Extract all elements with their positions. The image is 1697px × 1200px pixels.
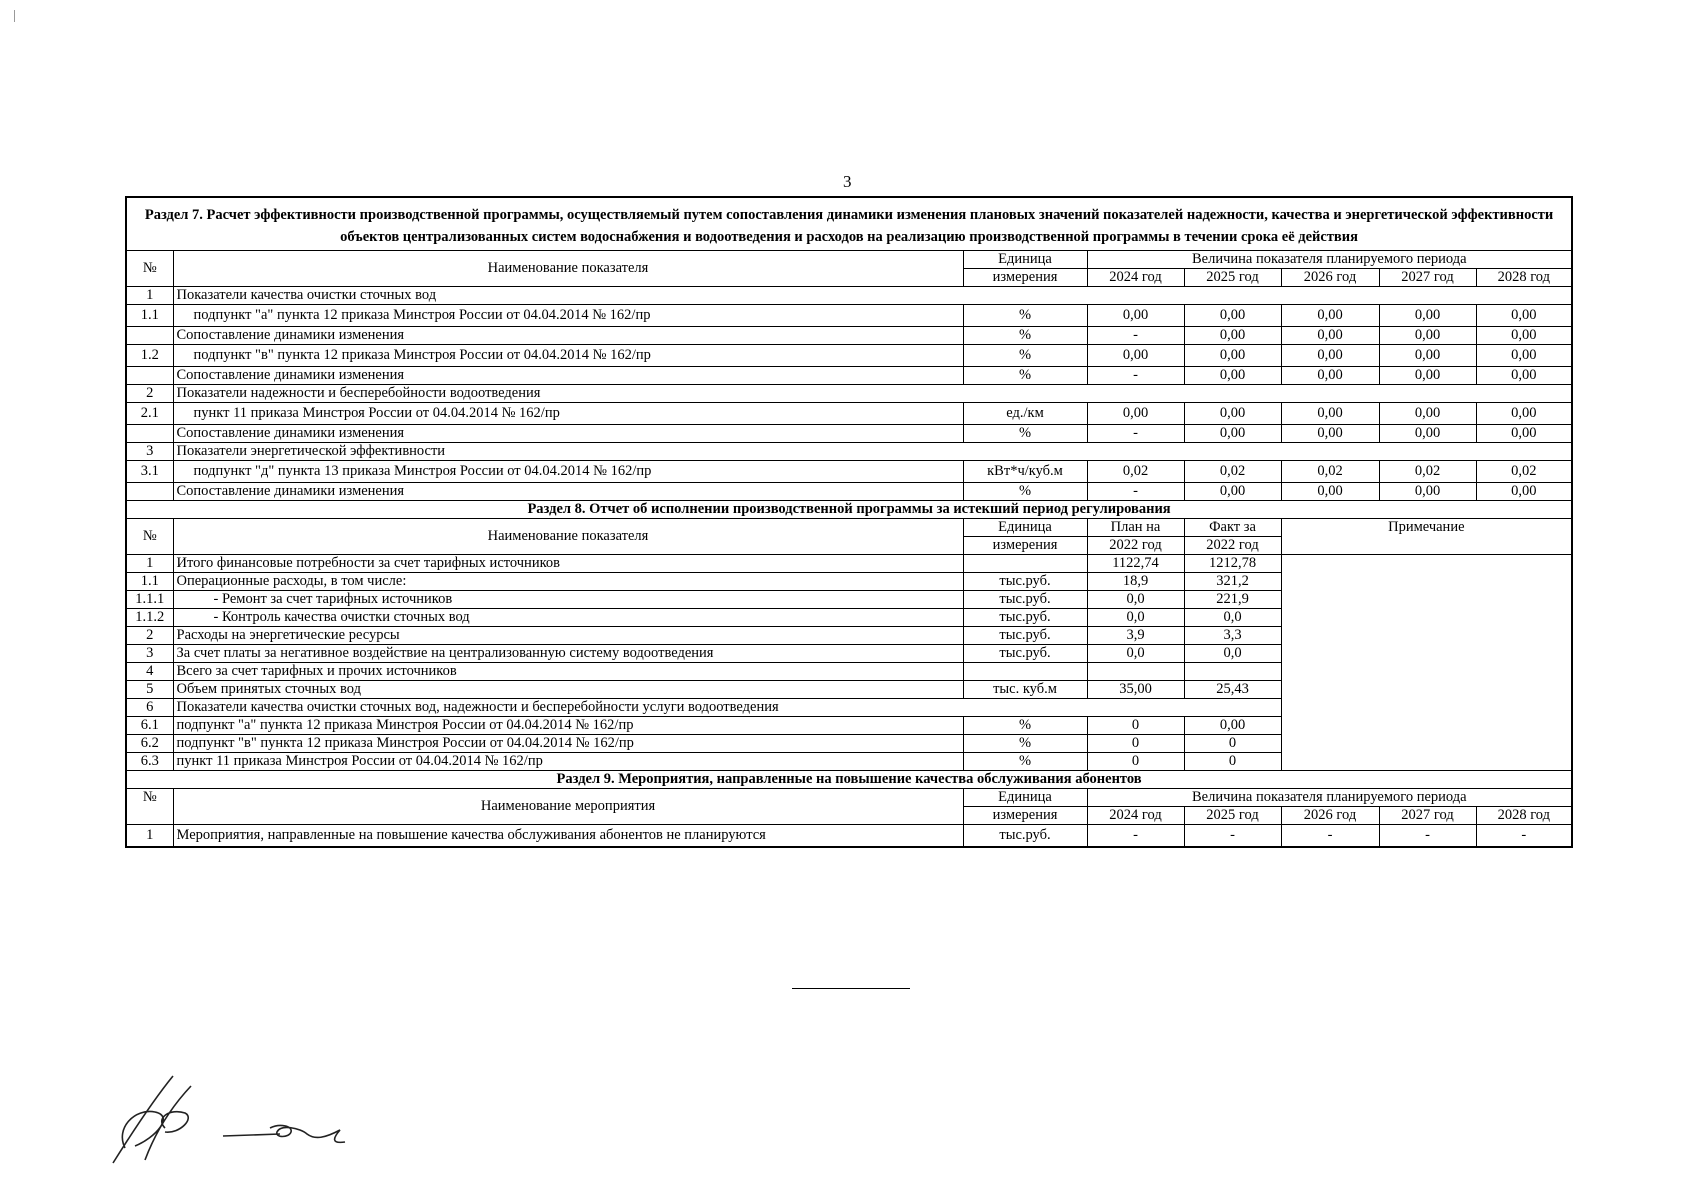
indicator-name: подпункт "в" пункта 12 приказа Минстроя России от 04.04.2014 № 162/пр: [173, 735, 963, 753]
section7-table-row: [126, 367, 1572, 385]
section7-table-row: [126, 345, 1572, 367]
fact-value: 321,2: [1184, 573, 1281, 591]
row-number: 3.1: [126, 461, 173, 483]
section8-title-row: [126, 501, 1572, 519]
value-cell: 0,00: [1087, 305, 1184, 327]
section8-col-plan-1: План на: [1087, 519, 1184, 537]
fact-value: 0: [1184, 753, 1281, 771]
section9-year-header: 2028 год: [1476, 807, 1572, 825]
row-number: 6.2: [126, 735, 173, 753]
fact-value: 0,0: [1184, 609, 1281, 627]
section7-col-name: Наименование показателя: [173, 251, 963, 287]
section7-header-row-1: [126, 251, 1572, 269]
unit-cell: тыс.руб.: [963, 627, 1087, 645]
row-number: 1.2: [126, 345, 173, 367]
section8-header-row-1: [126, 519, 1572, 537]
plan-value: 1122,74: [1087, 555, 1184, 573]
value-cell: 0,02: [1087, 461, 1184, 483]
row-number: [126, 327, 173, 345]
unit-cell: %: [963, 735, 1087, 753]
section9-year-header: 2027 год: [1379, 807, 1476, 825]
unit-cell: тыс. куб.м: [963, 681, 1087, 699]
section7-col-unit-2: измерения: [963, 269, 1087, 287]
plan-value: 0: [1087, 753, 1184, 771]
row-number: 4: [126, 663, 173, 681]
value-cell: 0,00: [1476, 483, 1572, 501]
row-number: 2: [126, 385, 173, 403]
fact-value: 0,0: [1184, 645, 1281, 663]
value-cell: 0,00: [1476, 345, 1572, 367]
section9-title-row: [126, 771, 1572, 789]
indicator-name: пункт 11 приказа Минстроя России от 04.04.2014 № 162/пр: [173, 753, 963, 771]
fact-value: 25,43: [1184, 681, 1281, 699]
indicator-name: Итого финансовые потребности за счет тарифных источников: [173, 555, 963, 573]
section9-year-header: 2025 год: [1184, 807, 1281, 825]
value-cell: 0,02: [1379, 461, 1476, 483]
closing-separator-line: [792, 988, 910, 989]
value-cell: 0,00: [1184, 483, 1281, 501]
value-cell: 0,00: [1379, 425, 1476, 443]
value-cell: 0,00: [1281, 425, 1379, 443]
value-cell: 0,00: [1476, 305, 1572, 327]
row-number: 1.1.2: [126, 609, 173, 627]
value-cell: -: [1087, 327, 1184, 345]
indicator-name: Расходы на энергетические ресурсы: [173, 627, 963, 645]
row-number: 2: [126, 627, 173, 645]
value-cell: 0,00: [1379, 367, 1476, 385]
margin-mark: [14, 10, 17, 22]
plan-value: 0: [1087, 735, 1184, 753]
row-number: [126, 367, 173, 385]
section9-header-row-1: [126, 789, 1572, 807]
unit-cell: %: [963, 717, 1087, 735]
plan-value: 0,0: [1087, 609, 1184, 627]
row-number: 3: [126, 645, 173, 663]
fact-value: 0: [1184, 735, 1281, 753]
indicator-name: пункт 11 приказа Минстроя России от 04.04.2014 № 162/пр: [173, 403, 963, 425]
fact-value: 3,3: [1184, 627, 1281, 645]
section8-col-fact-2: 2022 год: [1184, 537, 1281, 555]
unit-cell: [963, 663, 1087, 681]
row-number: 1: [126, 287, 173, 305]
row-number: 6.1: [126, 717, 173, 735]
value-cell: -: [1087, 425, 1184, 443]
document-sheet: [125, 196, 1571, 848]
group-heading: Показатели энергетической эффективности: [173, 443, 1572, 461]
value-cell: 0,00: [1476, 327, 1572, 345]
indicator-name: Сопоставление динамики изменения: [173, 367, 963, 385]
unit-cell: %: [963, 753, 1087, 771]
section7-title-row: [126, 197, 1572, 251]
unit-cell: %: [963, 327, 1087, 345]
handwritten-signature: [95, 1068, 375, 1178]
section7-year-header: 2026 год: [1281, 269, 1379, 287]
value-cell: 0,00: [1476, 403, 1572, 425]
section7-table-row: [126, 443, 1572, 461]
value-cell: -: [1087, 367, 1184, 385]
indicator-name: подпункт "д" пункта 13 приказа Минстроя России от 04.04.2014 № 162/пр: [173, 461, 963, 483]
value-cell: -: [1087, 483, 1184, 501]
value-cell: 0,00: [1281, 483, 1379, 501]
value-cell: 0,00: [1476, 367, 1572, 385]
unit-cell: %: [963, 367, 1087, 385]
value-cell: 0,00: [1184, 345, 1281, 367]
section9-year-header: 2024 год: [1087, 807, 1184, 825]
indicator-name: Сопоставление динамики изменения: [173, 425, 963, 443]
plan-value: 0,0: [1087, 591, 1184, 609]
indicator-name: Сопоставление динамики изменения: [173, 327, 963, 345]
section7-table-row: [126, 305, 1572, 327]
indicator-name: подпункт "в" пункта 12 приказа Минстроя России от 04.04.2014 № 162/пр: [173, 345, 963, 367]
section7-table-row: [126, 461, 1572, 483]
section7-table-row: [126, 403, 1572, 425]
value-cell: 0,00: [1379, 305, 1476, 327]
indicator-name: - Контроль качества очистки сточных вод: [173, 609, 963, 627]
section7-year-header: 2028 год: [1476, 269, 1572, 287]
value-cell: 0,00: [1476, 425, 1572, 443]
section7-year-header: 2027 год: [1379, 269, 1476, 287]
section7-col-period: Величина показателя планируемого периода: [1087, 251, 1572, 269]
unit-cell: тыс.руб.: [963, 573, 1087, 591]
plan-value: [1087, 663, 1184, 681]
indicator-name: Всего за счет тарифных и прочих источников: [173, 663, 963, 681]
value-cell: -: [1184, 825, 1281, 847]
unit-cell: %: [963, 483, 1087, 501]
row-number: 6.3: [126, 753, 173, 771]
plan-value: 3,9: [1087, 627, 1184, 645]
value-cell: -: [1379, 825, 1476, 847]
row-number: [126, 483, 173, 501]
section8-col-unit-2: измерения: [963, 537, 1087, 555]
unit-cell: %: [963, 345, 1087, 367]
value-cell: -: [1476, 825, 1572, 847]
section9-col-name: Наименование мероприятия: [173, 789, 963, 825]
unit-cell: [963, 555, 1087, 573]
plan-value: 18,9: [1087, 573, 1184, 591]
row-number: 1.1: [126, 573, 173, 591]
group-heading: Показатели надежности и бесперебойности водоотведения: [173, 385, 1572, 403]
section7-table-row: [126, 287, 1572, 305]
fact-value: 221,9: [1184, 591, 1281, 609]
section8-col-note: Примечание: [1281, 519, 1572, 555]
section9-col-unit-1: Единица: [963, 789, 1087, 807]
indicator-name: Объем принятых сточных вод: [173, 681, 963, 699]
fact-value: 1212,78: [1184, 555, 1281, 573]
section7-year-header: 2025 год: [1184, 269, 1281, 287]
value-cell: 0,00: [1184, 305, 1281, 327]
section8-col-plan-2: 2022 год: [1087, 537, 1184, 555]
note-cell: [1281, 555, 1572, 771]
section8-col-unit-1: Единица: [963, 519, 1087, 537]
unit-cell: тыс.руб.: [963, 591, 1087, 609]
value-cell: 0,02: [1184, 461, 1281, 483]
report-table-body: [126, 197, 1572, 847]
section9-col-no: №: [126, 789, 173, 825]
value-cell: 0,00: [1184, 425, 1281, 443]
section7-title: Раздел 7. Расчет эффективности производственной программы, осуществляемый путем сопоставления динамики изменения плановых значений показателей надежности, качества и энергетической эффективности объектов централизованных систем водоснабжения и водоотведения и расходов на реализацию производственной программы в течении срока её действия: [126, 197, 1572, 251]
unit-cell: тыс.руб.: [963, 825, 1087, 847]
unit-cell: %: [963, 425, 1087, 443]
row-number: 2.1: [126, 403, 173, 425]
value-cell: 0,00: [1379, 483, 1476, 501]
value-cell: 0,00: [1184, 403, 1281, 425]
row-number: 1: [126, 555, 173, 573]
section9-table-row: [126, 825, 1572, 847]
row-number: 6: [126, 699, 173, 717]
fact-value: [1184, 663, 1281, 681]
value-cell: 0,00: [1379, 327, 1476, 345]
value-cell: 0,00: [1184, 327, 1281, 345]
section8-col-no: №: [126, 519, 173, 555]
row-number: [126, 425, 173, 443]
row-number: 1.1: [126, 305, 173, 327]
value-cell: 0,00: [1281, 345, 1379, 367]
indicator-name: подпункт "а" пункта 12 приказа Минстроя России от 04.04.2014 № 162/пр: [173, 717, 963, 735]
section7-col-no: №: [126, 251, 173, 287]
section8-col-fact-1: Факт за: [1184, 519, 1281, 537]
indicator-name: подпункт "а" пункта 12 приказа Минстроя России от 04.04.2014 № 162/пр: [173, 305, 963, 327]
group-heading: Показатели качества очистки сточных вод: [173, 287, 1572, 305]
unit-cell: %: [963, 305, 1087, 327]
section7-table-row: [126, 327, 1572, 345]
value-cell: -: [1087, 825, 1184, 847]
value-cell: 0,00: [1184, 367, 1281, 385]
report-table: [125, 196, 1573, 848]
section7-table-row: [126, 483, 1572, 501]
value-cell: 0,02: [1281, 461, 1379, 483]
value-cell: 0,00: [1379, 345, 1476, 367]
value-cell: 0,00: [1281, 367, 1379, 385]
section9-title: Раздел 9. Мероприятия, направленные на повышение качества обслуживания абонентов: [126, 771, 1572, 789]
value-cell: 0,00: [1281, 305, 1379, 327]
section7-table-row: [126, 425, 1572, 443]
section8-title: Раздел 8. Отчет об исполнении производственной программы за истекший период регулирования: [126, 501, 1572, 519]
section8-table-row: [126, 555, 1572, 573]
value-cell: 0,00: [1087, 403, 1184, 425]
value-cell: 0,02: [1476, 461, 1572, 483]
indicator-name: - Ремонт за счет тарифных источников: [173, 591, 963, 609]
row-number: 1: [126, 825, 173, 847]
value-cell: 0,00: [1281, 403, 1379, 425]
unit-cell: тыс.руб.: [963, 645, 1087, 663]
indicator-name: Операционные расходы, в том числе:: [173, 573, 963, 591]
value-cell: 0,00: [1087, 345, 1184, 367]
row-number: 3: [126, 443, 173, 461]
section9-col-unit-2: измерения: [963, 807, 1087, 825]
plan-value: 35,00: [1087, 681, 1184, 699]
indicator-name: Сопоставление динамики изменения: [173, 483, 963, 501]
row-number: 5: [126, 681, 173, 699]
group-heading: Показатели качества очистки сточных вод, надежности и бесперебойности услуги водоотведения: [173, 699, 1281, 717]
plan-value: 0: [1087, 717, 1184, 735]
value-cell: -: [1281, 825, 1379, 847]
section7-col-unit-1: Единица: [963, 251, 1087, 269]
unit-cell: кВт*ч/куб.м: [963, 461, 1087, 483]
unit-cell: тыс.руб.: [963, 609, 1087, 627]
plan-value: 0,0: [1087, 645, 1184, 663]
section7-table-row: [126, 385, 1572, 403]
fact-value: 0,00: [1184, 717, 1281, 735]
section9-col-period: Величина показателя планируемого периода: [1087, 789, 1572, 807]
section8-col-name: Наименование показателя: [173, 519, 963, 555]
row-number: 1.1.1: [126, 591, 173, 609]
section7-year-header: 2024 год: [1087, 269, 1184, 287]
indicator-name: За счет платы за негативное воздействие на централизованную систему водоотведения: [173, 645, 963, 663]
page-number: 3: [843, 172, 852, 191]
section9-year-header: 2026 год: [1281, 807, 1379, 825]
unit-cell: ед./км: [963, 403, 1087, 425]
value-cell: 0,00: [1379, 403, 1476, 425]
value-cell: 0,00: [1281, 327, 1379, 345]
measure-name: Мероприятия, направленные на повышение качества обслуживания абонентов не планируются: [173, 825, 963, 847]
